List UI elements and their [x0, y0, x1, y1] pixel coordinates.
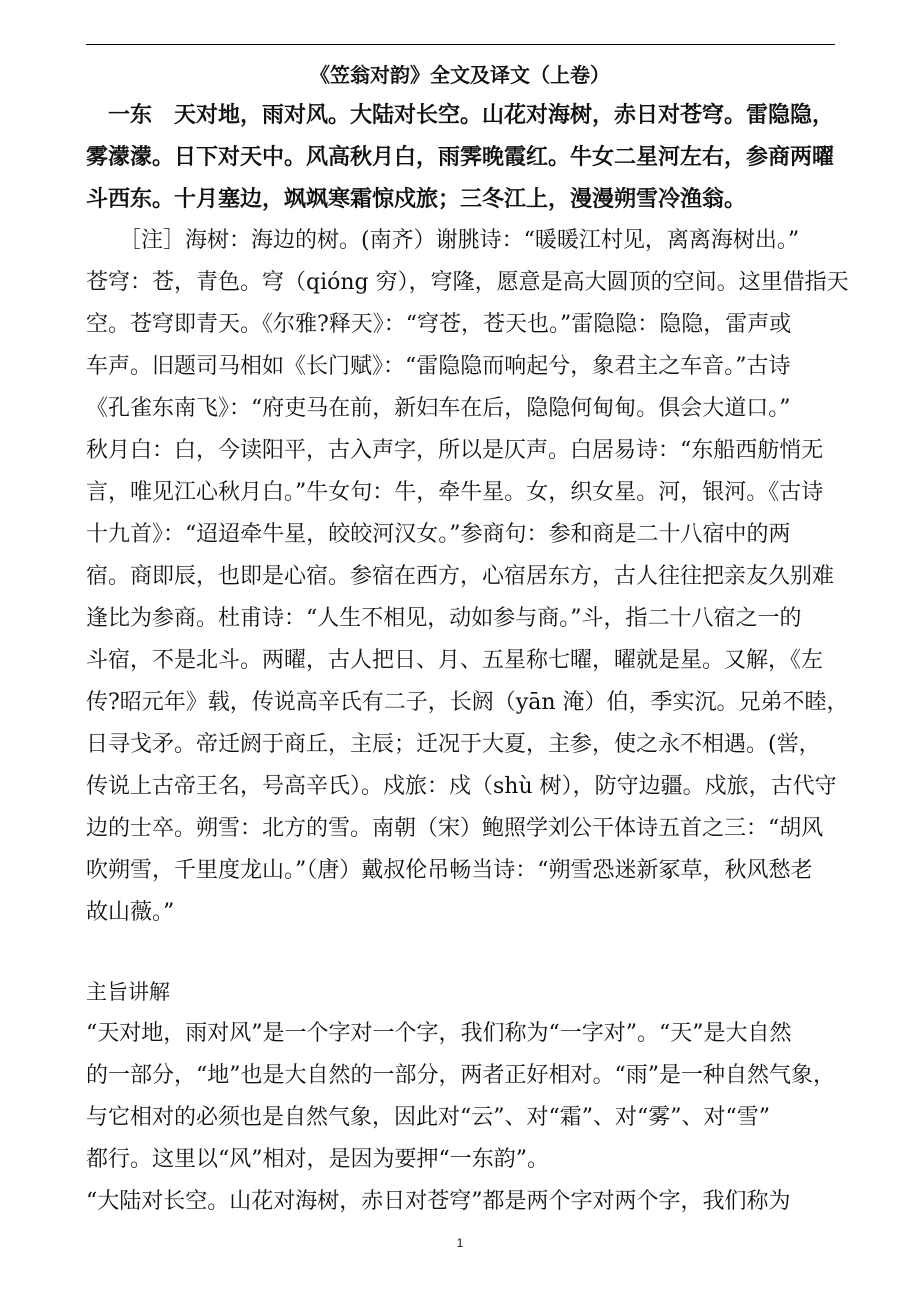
note-line: 十九首》：“迢迢牵牛星，皎皎河汉女。”参商句：参和商是二十八宿中的两	[86, 522, 791, 547]
note-line: 日寻戈矛。帝迁阏于商丘，主辰；迁况于大夏，主参，使之永不相遇。(喾，	[86, 732, 821, 757]
note-line: 空。苍穹即青天。《尔雅?释天》：“穹苍，苍天也。”雷隐隐：隐隐，雷声或	[86, 312, 792, 337]
explanation-line: “天对地，雨对风”是一个字对一个字，我们称为“一字对”。“天”是大自然	[86, 1021, 792, 1046]
note-line: 逢比为参商。杜甫诗：“人生不相见，动如参与商。”斗，指二十八宿之一的	[86, 606, 802, 631]
note-line: 传?昭元年》载，传说高辛氏有二子，长阏（yān 淹）伯，季实沉。兄弟不睦，	[86, 690, 849, 715]
note-line: ［注］海树：海边的树。(南齐）谢朓诗：“暖暖江村见，离离海树出。”	[86, 228, 800, 253]
document-title: 《笠翁对韵》全文及译文（上卷）	[310, 63, 610, 87]
explanation-line: 与它相对的必须也是自然气象，因此对“云”、对“霜”、对“雾”、对“雪”	[86, 1105, 770, 1130]
note-line: 边的士卒。朔雪：北方的雪。南朝（宋）鲍照学刘公干体诗五首之三：“胡风	[86, 816, 824, 841]
note-line: 宿。商即辰，也即是心宿。参宿在西方，心宿居东方，古人往往把亲友久别难	[86, 564, 835, 589]
note-line: 车声。旧题司马相如《长门赋》：“雷隐隐而响起兮，象君主之车音。”古诗	[86, 354, 791, 379]
page-number: 1	[456, 1236, 464, 1250]
note-line: 言，唯见江心秋月白。”牛女句：牛，牵牛星。女，织女星。河，银河。《古诗	[86, 480, 824, 505]
explanation-line: 都行。这里以“风”相对，是因为要押“一东韵”。	[86, 1147, 549, 1172]
section-heading: 主旨讲解	[86, 980, 170, 1004]
note-line: 秋月白：白，今读阳平，古入声字，所以是仄声。白居易诗：“东船西舫悄无	[86, 438, 824, 463]
note-line: 斗宿，不是北斗。两曜，古人把日、月、五星称七曜，曜就是星。又解，《左	[86, 648, 824, 673]
note-line: 故山薇。”	[86, 900, 175, 925]
explanation-line: 的一部分，“地”也是大自然的一部分，两者正好相对。“雨”是一种自然气象，	[86, 1063, 835, 1088]
verse-line: 雾濛濛。日下对天中。风高秋月白，雨霁晚霞红。牛女二星河左右，参商两曜	[86, 144, 835, 170]
header-rule	[86, 44, 835, 45]
verse-line: 斗西东。十月塞边，飒飒寒霜惊戍旅；三冬江上，漫漫朔雪冷渔翁。	[86, 186, 747, 212]
note-line: 《孔雀东南飞》：“府吏马在前，新妇车在后，隐隐何甸甸。俱会大道口。”	[86, 396, 791, 421]
note-line: 吹朔雪，千里度龙山。”（唐）戴叔伦吊畅当诗：“朔雪恐迷新冢草，秋风愁老	[86, 858, 813, 883]
note-line: 苍穹：苍，青色。穹（qióng 穷），穹隆，愿意是高大圆顶的空间。这里借指天	[86, 270, 849, 295]
explanation-line: “大陆对长空。山花对海树，赤日对苍穹”都是两个字对两个字，我们称为	[86, 1189, 791, 1214]
note-line: 传说上古帝王名，号高辛氏）。戍旅：戍（shù 树），防守边疆。戍旅，古代守	[86, 774, 837, 799]
verse-line: 一东 天对地，雨对风。大陆对长空。山花对海树，赤日对苍穹。雷隐隐，	[86, 102, 835, 128]
